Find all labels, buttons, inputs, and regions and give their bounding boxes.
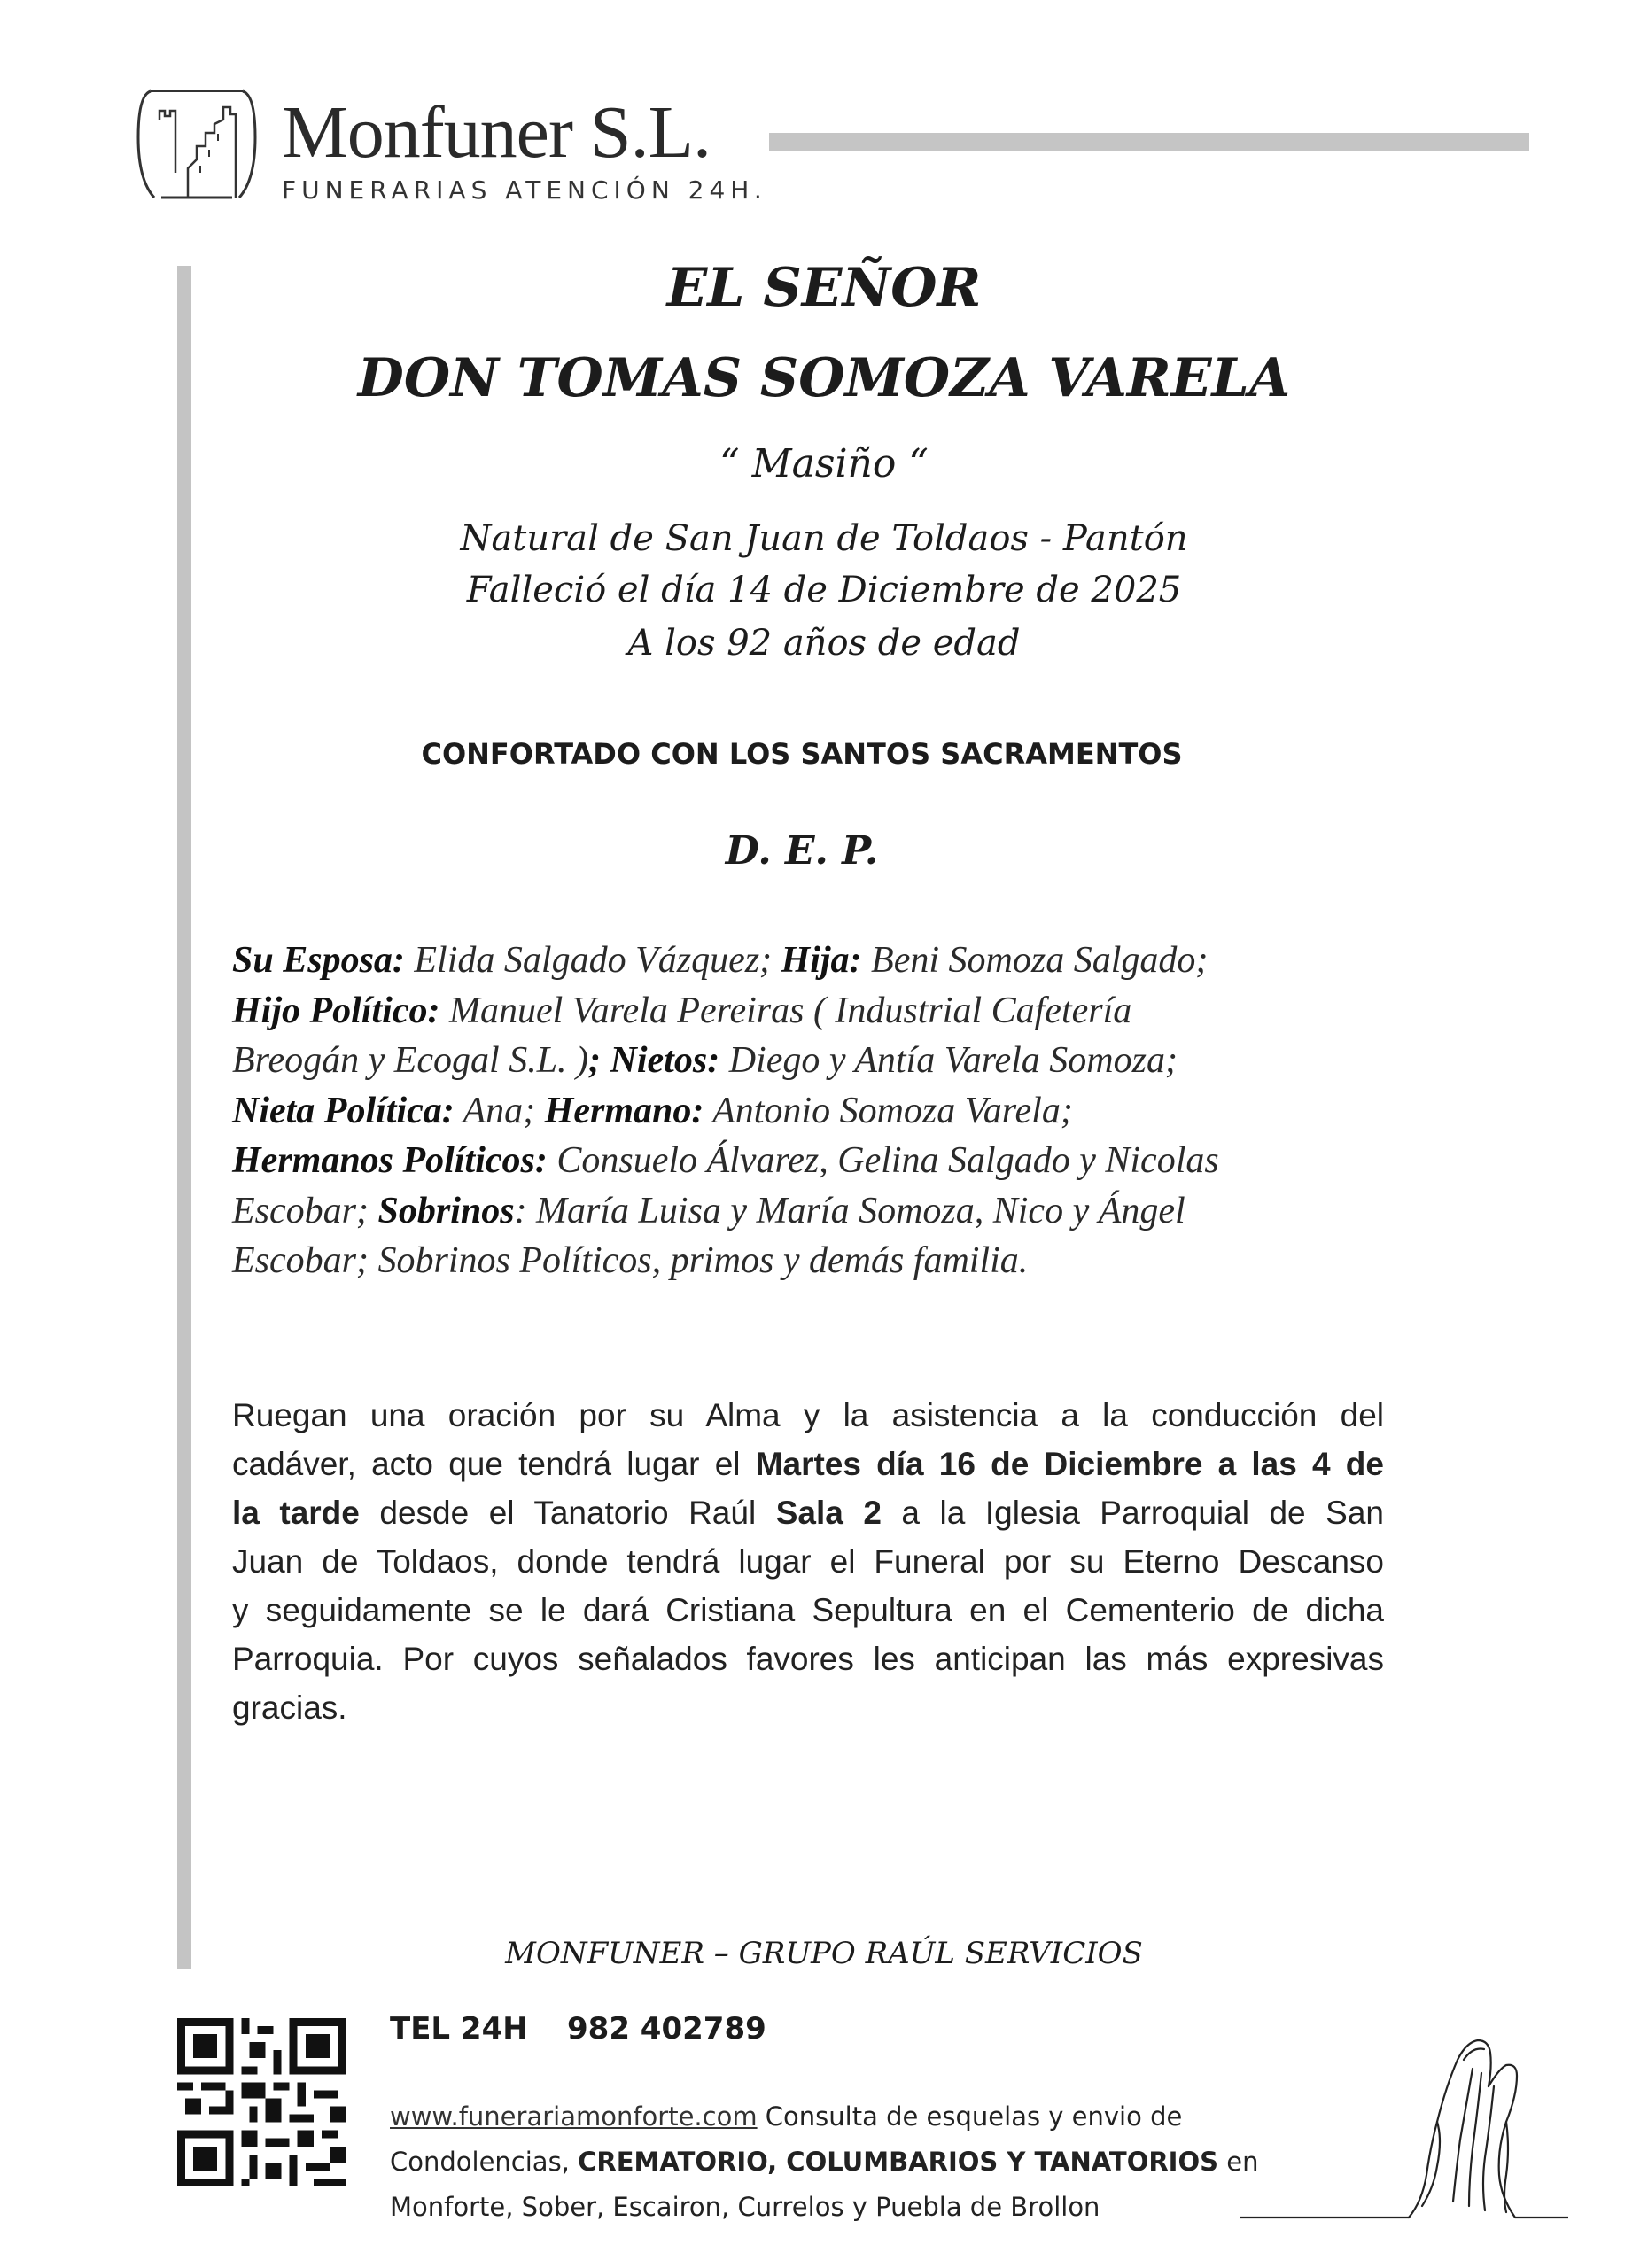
praying-hands-icon [1240,2024,1568,2241]
contact-text: en [1218,2147,1259,2177]
family-line [232,1186,1411,1237]
deceased-nickname: “ Masiño “ [719,441,929,486]
family-line [232,1036,1411,1086]
daughter-name: Beni Somoza Salgado; [861,940,1209,981]
prayer-line: Ruegan una oración por su Alma y la asistencia a la conducción del [232,1397,1384,1433]
siblings-in-law-label: Hermanos Políticos: [232,1140,548,1181]
title-honorific: EL SEÑOR [666,257,982,319]
prayer-line: y seguidamente se le dará Cristiana Sepultura en el Cementerio de dicha [232,1592,1384,1628]
ceremony-date: Martes día 16 de Diciembre a las 4 de [755,1446,1384,1482]
qr-code-icon[interactable] [177,2018,346,2186]
telephone-number[interactable]: 982 402789 [567,2011,766,2047]
brother-label: Hermano: [544,1090,704,1131]
prayer-line: gracias. [232,1689,347,1726]
contact-text: Condolencias, [390,2147,579,2177]
contact-line [390,2140,1364,2185]
wife-label: Su Esposa: [232,940,405,981]
group-name: MONFUNER – GRUPO RAÚL SERVICIOS [505,1936,1143,1971]
prayer-text: cadáver, acto que tendrá lugar el [232,1446,756,1482]
family-closing: Escobar; Sobrinos Políticos, primos y demás familia. [232,1240,1029,1281]
family-line [232,1086,1411,1137]
origin-line: Natural de San Juan de Toldaos - Pantón [460,518,1188,559]
prayer-text: a la Iglesia Parroquial de San [881,1495,1384,1531]
grandchildren-label: ; Nietos: [588,1040,720,1081]
prayer-line: Parroquia. Por cuyos señalados favores les anticipan las más expresivas [232,1641,1384,1677]
granddaughter-in-law-name: Ana; [454,1090,545,1131]
prayer-line: Juan de Toldaos, donde tendrá lugar el Funeral por su Eterno Descanso [232,1543,1384,1580]
sacraments-line: CONFORTADO CON LOS SANTOS SACRAMENTOS [421,737,1183,771]
monfuner-logo-icon [135,84,259,204]
dep-line: D. E. P. [725,828,879,874]
header-divider [769,133,1529,151]
deceased-name: DON TOMAS SOMOZA VARELA [357,347,1291,409]
death-date-line: Falleció el día 14 de Diciembre de 2025 [466,570,1182,610]
son-in-law-label: Hijo Político: [232,990,440,1031]
prayer-line [232,1488,1384,1537]
grandchildren-names: Diego y Antía Varela Somoza; [719,1040,1178,1081]
contact-line [390,2094,1364,2140]
services-list: CREMATORIO, COLUMBARIOS Y TANATORIOS [578,2147,1219,2177]
siblings-in-law-names: Consuelo Álvarez, Gelina Salgado y Nicolas [547,1140,1219,1181]
brand-tagline: FUNERARIAS ATENCIÓN 24H. [282,175,767,205]
brother-name: Antonio Somoza Varela; [704,1090,1073,1131]
ceremony-room: Sala 2 [775,1495,882,1531]
age-line: A los 92 años de edad [627,623,1021,664]
family-paragraph [232,936,1411,1286]
website-link[interactable]: www.funerariamonforte.com [390,2101,758,2132]
nephews-label: Sobrinos [377,1190,515,1231]
contact-line: Monforte, Sober, Escairon, Currelos y Puebla de Brollon [390,2192,1100,2222]
son-in-law-business: Breogán y Ecogal S.L. ) [232,1040,589,1081]
wife-name: Elida Salgado Vázquez; [404,940,781,981]
prayer-line [232,1440,1384,1488]
daughter-label: Hija: [781,940,862,981]
family-line [232,986,1411,1037]
family-line [232,1136,1411,1186]
nephews-names: : María Luisa y María Somoza, Nico y Ángel [514,1190,1185,1231]
siblings-in-law-names-cont: Escobar; [232,1190,378,1231]
granddaughter-in-law-label: Nieta Política: [232,1090,455,1131]
contact-info [390,2094,1364,2230]
contact-text: Consulta de esquelas y envio de [757,2101,1183,2132]
brand-name: Monfuner S.L. [282,91,711,174]
prayer-paragraph [232,1391,1384,1732]
prayer-text: desde el Tanatorio Raúl [359,1495,776,1531]
telephone-label: TEL 24H [390,2011,528,2047]
family-line [232,1236,1411,1286]
ceremony-time: la tarde [232,1495,360,1531]
son-in-law-name: Manuel Varela Pereiras ( Industrial Cafetería [439,990,1132,1031]
family-line [232,936,1411,986]
